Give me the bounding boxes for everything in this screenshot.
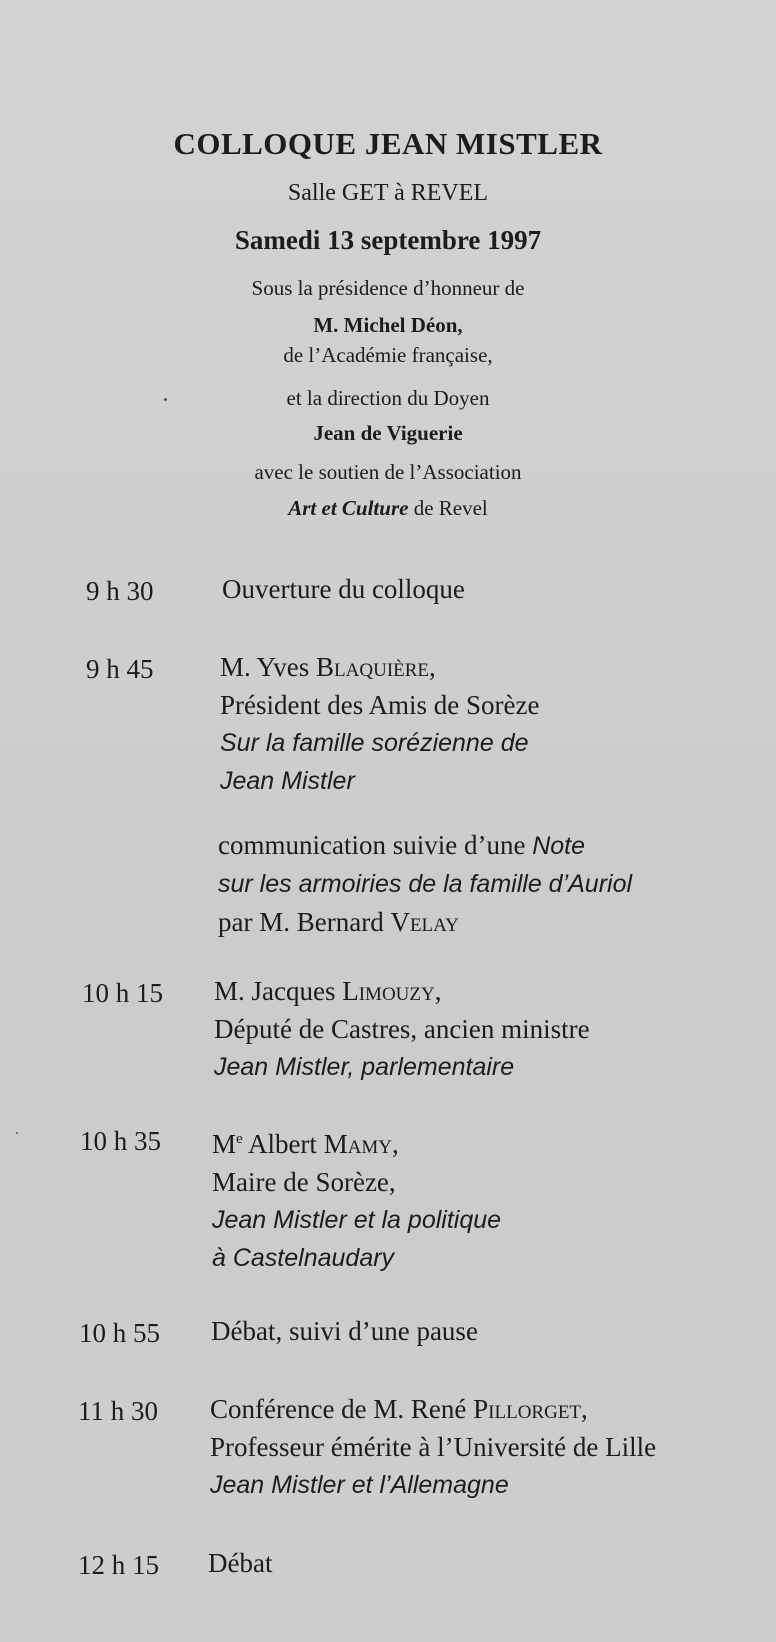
speaker-role: Président des Amis de Sorèze: [220, 690, 540, 720]
note-line-2: sur les armoiries de la famille d’Auriol: [218, 870, 633, 898]
talk-title-line: Jean Mistler et l’Allemagne: [210, 1471, 509, 1499]
director-name: Jean de Viguerie: [313, 421, 463, 445]
colloquium-title: COLLOQUE JEAN MISTLER: [173, 126, 603, 161]
speaker-prefix: Conférence de M. René: [210, 1394, 474, 1424]
speaker-prefix: M. Jacques: [214, 976, 343, 1006]
talk-title-line: à Castelnaudary: [212, 1244, 395, 1272]
note-line-3: [218, 903, 632, 941]
speaker-title: M: [212, 1129, 237, 1159]
paper-speck: [16, 1132, 18, 1134]
item-text: Débat, suivi d’une pause: [211, 1316, 478, 1346]
program-item-0930: [222, 570, 465, 608]
program-item-1035: [212, 1120, 501, 1277]
speaker-title-sup: e: [236, 1131, 243, 1147]
speaker-role: Député de Castres, ancien ministre: [214, 1014, 590, 1044]
president-affiliation: de l’Académie française,: [283, 343, 493, 367]
speaker: [210, 1390, 656, 1428]
program-item-1055: [211, 1312, 478, 1350]
program-item-0945: [220, 648, 539, 800]
speaker-role: Professeur émérite à l’Université de Lille: [210, 1432, 657, 1462]
time-1055: 10 h 55: [79, 1318, 160, 1348]
note-author-surname: Velay: [390, 907, 459, 937]
direction-intro: et la direction du Doyen: [286, 386, 490, 410]
event-date: Samedi 13 septembre 1997: [234, 225, 542, 255]
time-0945: 9 h 45: [86, 654, 154, 684]
presidence-intro: Sous la présidence d’honneur de: [251, 276, 525, 300]
speaker: [212, 1120, 501, 1163]
association-place: de Revel: [408, 496, 488, 520]
program-item-1015: [214, 972, 590, 1086]
speaker-surname: Pillorget,: [473, 1394, 588, 1424]
item-text: Ouverture du colloque: [222, 574, 465, 604]
time-1215: 12 h 15: [78, 1550, 159, 1580]
speaker: [220, 648, 539, 686]
time-1035: 10 h 35: [80, 1126, 161, 1156]
speaker-role: Maire de Sorèze,: [212, 1167, 396, 1197]
item-text: Débat: [208, 1548, 273, 1578]
paper-speck: [164, 398, 167, 401]
time-0930: 9 h 30: [86, 576, 154, 606]
time-1130: 11 h 30: [78, 1396, 158, 1426]
speaker-surname: Limouzy,: [342, 976, 442, 1006]
soutien-intro: avec le soutien de l’Association: [254, 460, 522, 484]
talk-title-line: Jean Mistler et la politique: [212, 1206, 502, 1234]
note-author-prefix: par M. Bernard: [218, 907, 391, 937]
time-1015: 10 h 15: [82, 978, 163, 1008]
venue: Salle GET à REVEL: [287, 180, 489, 206]
association-line: [0, 496, 776, 521]
speaker-surname: Mamy,: [323, 1129, 399, 1159]
program-item-1130: [210, 1390, 656, 1504]
note-intro: communication suivie d’une: [218, 830, 533, 860]
speaker-firstname: Albert: [242, 1129, 324, 1159]
note-italic: Note: [532, 832, 585, 860]
program-item-0945-note: [218, 826, 632, 941]
note-line-1: [218, 826, 632, 865]
program-item-1215: [208, 1544, 272, 1582]
talk-title-line: Jean Mistler: [220, 767, 355, 795]
association-name: Art et Culture: [288, 496, 409, 520]
president-name: M. Michel Déon,: [313, 313, 463, 337]
speaker: [214, 972, 590, 1010]
talk-title-line: Jean Mistler, parlementaire: [214, 1053, 515, 1081]
speaker-prefix: M. Yves: [220, 652, 317, 682]
talk-title-line: Sur la famille sorézienne de: [220, 729, 529, 757]
speaker-surname: Blaquière,: [316, 652, 436, 682]
